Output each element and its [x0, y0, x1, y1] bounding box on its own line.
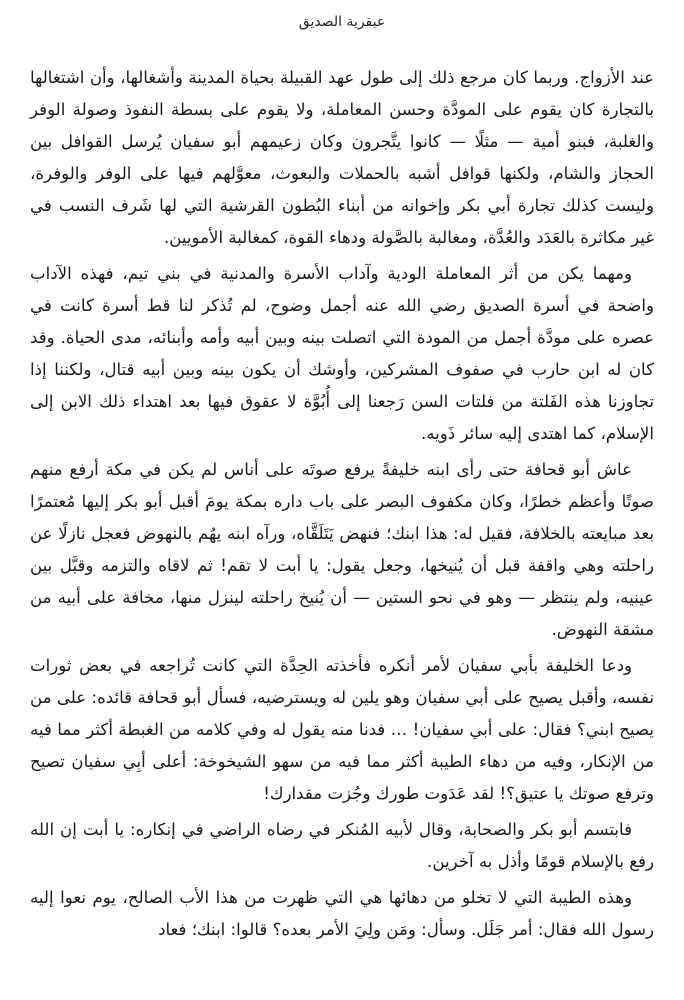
paragraph: فابتسم أبو بكر والصحابة، وقال لأبيه المُنكر في رضاه الراضي في إنكاره: يا أبت إن الله رفع بالإسلام قومًا وأذل به آخرين. — [30, 820, 654, 871]
running-head-title: عبقرية الصديق — [298, 14, 386, 30]
paragraph: عاش أبو قحافة حتى رأى ابنه خليفةً يرفع صوتَه على أناس لم يكن في مكة أرفع منهم صوتًا وأعظم خطرًا، وكان مكفوف البصر على باب داره بمكة يومَ أقبل أبو بكر إليها مُعتمرًا بعد مبايعته بالخلافة، فقيل له: هذا ابنك؛ فنهض يَتَلَقَّاه، ورآه ابنه يهُم بالنهوض فعجل نازلًا عن راحلته وهي واقفة قبل أن يُنيخها، وجعل يقول: يا أبت لا تقم! ثم لاقاه والتزمه وقبَّل بين عينيه، ولم ينتظر — وهو في نحو الستين — أن يُنيخ راحلته لينزل منها، مخافة على أبيه من مشقة النهوض. — [30, 460, 654, 639]
paragraph: وهذه الطيبة التي لا تخلو من دهائها هي التي ظهرت من هذا الأب الصالح، يوم نعوا إليه رسول الله فقال: أمر جَلَل. وسأل: ومَن ولِيَ الأمر بعده؟ قالوا: ابنك؛ فعاد — [30, 888, 654, 939]
paragraph: ومهما يكن من أثر المعاملة الودية وآداب الأسرة والمدنية في بني تيم، فهذه الآداب واضحة في أسرة الصديق رضي الله عنه أجمل وضوح، لم تُذكر لنا قط أسرة كانت في عصره على مودَّة أجمل من المودة التي اتصلت بينه وبين أبيه وأمه وأبنائه، مدى الحياة. وقد كان له ابن حارب في صفوف المشركين، وأوشك أن يكون بينه وبين أبيه قتال، ولكننا إذا تجاوزنا هذه الفَلتة من فلتات السن رَجعنا إلى أُبُوَّة لا عقوق فيها بعد اهتداء ذلك الابن إلى الإسلام، كما اهتدى إليه سائر ذَويه. — [30, 264, 654, 443]
paragraph: ودعا الخليفة بأبي سفيان لأمر أنكره فأخذته الحِدَّة التي كانت تُراجعه في بعض ثورات نفسه، وأقبل يصيح على أبي سفيان وهو يلين له ويسترضيه، فسأل أبو قحافة قائده: على من يصيح ابني؟ فقال: على أبي سفيان! … فدنا منه يقول له وفي كلامه من الغبطة أكثر مما فيه من الإنكار، وفيه من دهاء الطيبة أكثر مما فيه من سهو الشيخوخة: أعلى أبِي سفيان تصيح وترفع صوتك يا عتيق؟! لقد عَدَوت طورك وجُزت مقدارك! — [30, 656, 654, 803]
body-text — [30, 62, 654, 950]
paragraph: عند الأزواج. وربما كان مرجع ذلك إلى طول عهد القبيلة بحياة المدينة وأشغالها، وأن اشتغالها بالتجارة كان يقوم على المودَّة وحسن المعاملة، ولا يقوم على بسطة النفوذ وصولة الوفر والغلبة، فبنو أمية — مثلًا — كانوا يتَّجرون وكان زعيمهم أبو سفيان يُرسل القوافل بين الحجاز والشام، ولكنها قوافل أشبه بالحملات والبعوث، معوَّلهم فيها على الوفر والوفرة، وليست كذلك تجارة أبي بكر وإخوانه من أبناء البُطون القرشية التي لها شَرف النسب في غير مكاثرة بالعَدَد والعُدَّة، ومغالبة بالصَّولة ودهاء القوة، كمغالبة الأمويين. — [30, 68, 654, 247]
